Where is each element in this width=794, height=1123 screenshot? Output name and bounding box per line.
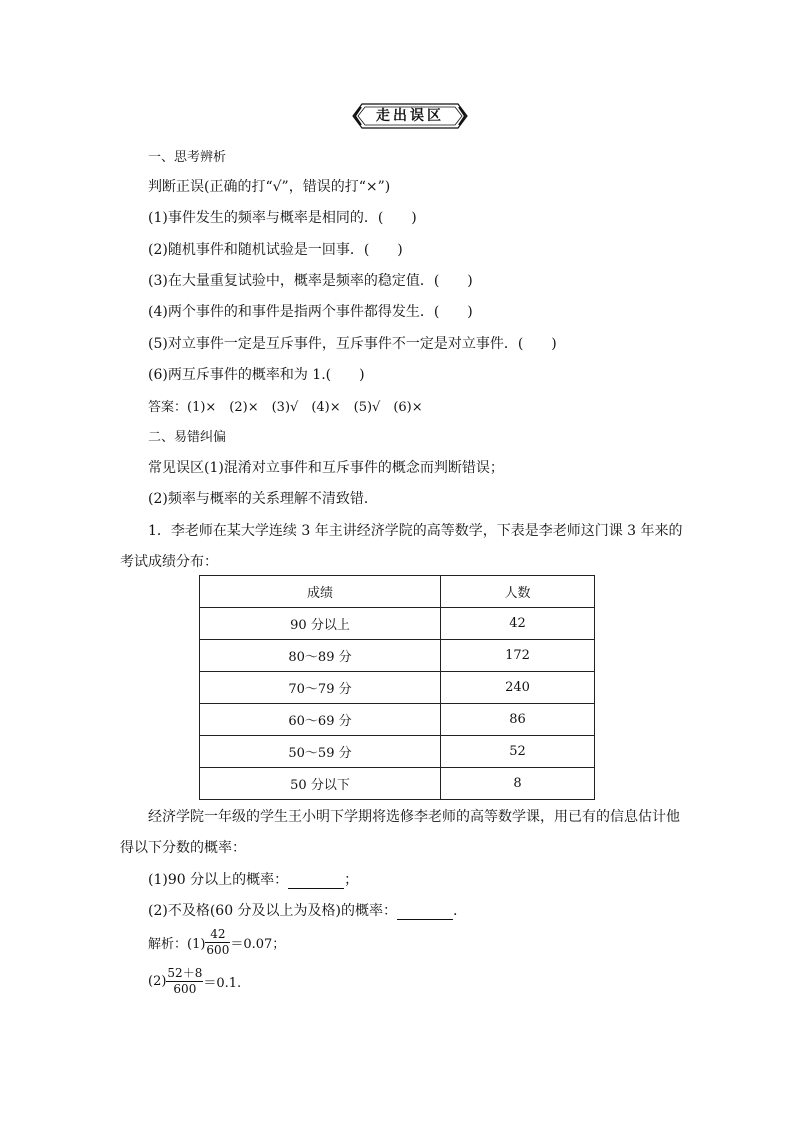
grade-distribution-table [199, 575, 595, 800]
judge-item-2: (2)随机事件和随机试验是一回事．( ) [148, 242, 403, 258]
problem-text-line-1: 1．李老师在某大学连续 3 年主讲经济学院的高等数学，下表是李老师这门课 3 年来的 [148, 523, 683, 539]
judge-item-3: (3)在大量重复试验中，概率是频率的稳定值．( ) [148, 273, 473, 289]
question-2-end: . [453, 903, 458, 919]
section2-heading: 二、易错纠偏 [148, 430, 227, 445]
question-text-line-2: 得以下分数的概率： [120, 840, 246, 856]
fraction-1-denominator: 600 [206, 943, 230, 957]
question-1-text: (1)90 分以上的概率： [148, 872, 289, 888]
table-row [200, 768, 595, 800]
judge-item-4: (4)两个事件的和事件是指两个事件都得发生．( ) [148, 304, 473, 320]
table-cell: 70～79 分 [200, 672, 441, 704]
table-cell: 42 [441, 608, 595, 640]
judge-item-6: (6)两互斥事件的概率和为 1.( ) [148, 367, 365, 383]
table-cell: 240 [441, 672, 595, 704]
question-1-end: ； [344, 872, 359, 888]
table-cell: 60～69 分 [200, 704, 441, 736]
table-cell: 80～89 分 [200, 640, 441, 672]
answer-blank-1 [288, 872, 344, 889]
table-row [200, 672, 595, 704]
section1-heading: 一、思考辨析 [148, 150, 227, 165]
question-text-line-1: 经济学院一年级的学生王小明下学期将选修李老师的高等数学课，用已有的信息估计他 [148, 809, 680, 825]
table-header-cell: 成绩 [200, 576, 441, 608]
fraction-2 [166, 966, 203, 997]
question-1 [148, 869, 358, 889]
fraction-2-result: ＝0.1. [203, 976, 242, 991]
solution-line-2 [148, 966, 241, 997]
table-header-row [200, 576, 595, 608]
fraction-2-denominator: 600 [173, 982, 197, 996]
common-errors-line-2: (2)频率与概率的关系理解不清致错． [148, 491, 378, 507]
answer-line: 答案：(1)× (2)× (3)√ (4)× (5)√ (6)× [148, 400, 423, 415]
fraction-1 [205, 927, 230, 958]
section1-instruction: 判断正误(正确的打“√”，错误的打“×”) [148, 179, 391, 195]
judge-item-5: (5)对立事件一定是互斥事件，互斥事件不一定是对立事件．( ) [148, 336, 557, 352]
judge-item-1: (1)事件发生的频率与概率是相同的．( ) [148, 210, 417, 226]
table-row [200, 736, 595, 768]
banner-title: 走出误区 [376, 108, 444, 124]
fraction-2-numerator: 52＋8 [167, 966, 203, 980]
fraction-1-numerator: 42 [205, 927, 230, 943]
fraction-1-result: ＝0.07； [230, 937, 286, 952]
table-row [200, 608, 595, 640]
table-cell: 50～59 分 [200, 736, 441, 768]
solution-label: 解析：(1) [148, 937, 206, 952]
table-cell: 86 [441, 704, 595, 736]
question-2 [148, 900, 457, 920]
answer-blank-2 [397, 903, 453, 920]
problem-text-line-2: 考试成绩分布： [120, 554, 218, 570]
solution-label-2: (2) [148, 974, 167, 989]
table-cell: 90 分以上 [200, 608, 441, 640]
table-row [200, 640, 595, 672]
question-2-text: (2)不及格(60 分及以上为及格)的概率： [148, 903, 398, 919]
table-row [200, 704, 595, 736]
table-cell: 50 分以下 [200, 768, 441, 800]
common-errors-line-1: 常见误区(1)混淆对立事件和互斥事件的概念而判断错误； [148, 460, 504, 476]
table-header-cell: 人数 [441, 576, 595, 608]
table-cell: 172 [441, 640, 595, 672]
table-cell: 8 [441, 768, 595, 800]
solution-line-1 [148, 927, 285, 958]
section-banner [352, 103, 468, 129]
table-cell: 52 [441, 736, 595, 768]
